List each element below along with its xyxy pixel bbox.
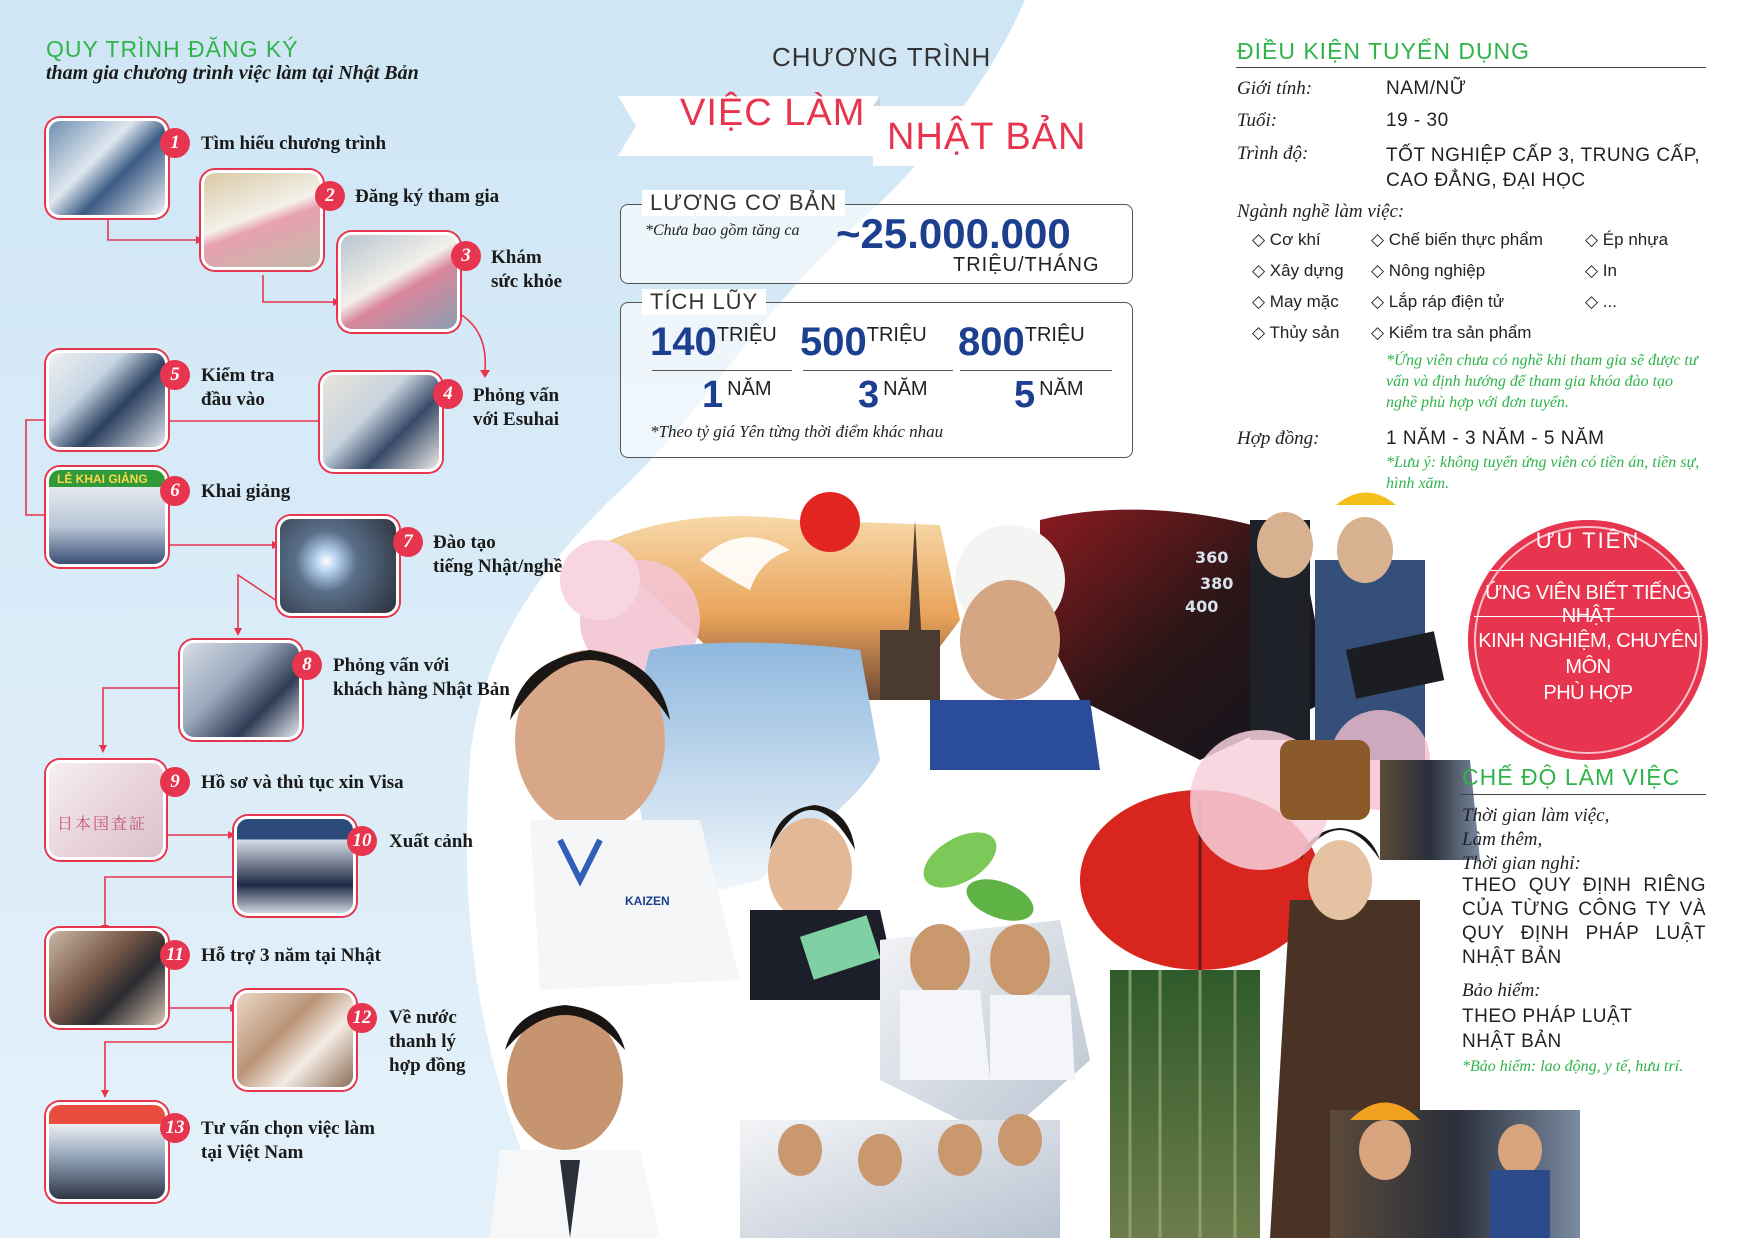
program-ribbon-text-2: NHẬT BẢN bbox=[887, 116, 1087, 158]
savings-years-2: 3 bbox=[858, 374, 880, 416]
step-3-photo bbox=[338, 232, 460, 332]
savings-divider-2 bbox=[803, 370, 953, 371]
program-heading: CHƯƠNG TRÌNH bbox=[772, 42, 992, 72]
job-label: Ép nhựa bbox=[1602, 230, 1669, 249]
savings-term-1 bbox=[702, 374, 772, 417]
savings-item-1 bbox=[650, 320, 798, 365]
savings-years-unit-3: NĂM bbox=[1039, 378, 1084, 400]
step-12-photo bbox=[234, 990, 356, 1090]
step-5-number: 5 bbox=[160, 360, 190, 390]
step-9-label: Hồ sơ và thủ tục xin Visa bbox=[201, 772, 404, 793]
step-13-label: Tư vấn chọn việc làm tại Việt Nam bbox=[201, 1118, 375, 1163]
step-11-number: 11 bbox=[160, 940, 190, 970]
salary-title: LƯƠNG CƠ BẢN bbox=[642, 190, 845, 216]
savings-years-unit-1: NĂM bbox=[727, 378, 772, 400]
step-11-photo bbox=[46, 928, 168, 1028]
step-9-photo bbox=[46, 760, 166, 860]
step-6-photo bbox=[46, 467, 168, 567]
savings-term-3 bbox=[1014, 374, 1084, 417]
savings-item-2 bbox=[800, 320, 927, 365]
job-item: ◇ ... bbox=[1585, 292, 1617, 311]
savings-divider-3 bbox=[960, 370, 1112, 371]
job-item: ◇ Chế biến thực phẩm bbox=[1371, 230, 1543, 249]
job-item: ◇ Lắp ráp điện tử bbox=[1371, 292, 1505, 311]
contract-label: Hợp đồng: bbox=[1237, 428, 1320, 449]
kaizen-logo: KAIZEN bbox=[625, 894, 670, 908]
priority-divider-bottom bbox=[1474, 616, 1702, 617]
step-11-label: Hỗ trợ 3 năm tại Nhật bbox=[201, 945, 381, 966]
work-time-labels: Thời gian làm việc, Làm thêm, Thời gian nghỉ: bbox=[1462, 805, 1610, 874]
speedo-tick-380: 380 bbox=[1200, 574, 1234, 593]
conditions-title-underline bbox=[1236, 67, 1706, 68]
step-10-number: 10 bbox=[347, 826, 377, 856]
speedo-tick-360: 360 bbox=[1195, 548, 1229, 567]
step-8-photo bbox=[180, 640, 302, 740]
speedo-tick-400: 400 bbox=[1185, 597, 1219, 616]
contract-value: 1 NĂM - 3 NĂM - 5 NĂM bbox=[1386, 428, 1605, 449]
photo-collage bbox=[470, 470, 1580, 1238]
salary-unit: TRIỆU/THÁNG bbox=[953, 254, 1100, 276]
job-item: ◇ Nông nghiệp bbox=[1371, 261, 1486, 280]
step-13-photo bbox=[46, 1102, 168, 1202]
program-ribbon-text-1: VIỆC LÀM bbox=[680, 92, 866, 134]
savings-unit-3: TRIỆU bbox=[1024, 324, 1085, 346]
priority-line-2: KINH NGHIỆM, CHUYÊN MÔN PHÙ HỢP bbox=[1478, 630, 1698, 704]
job-item: ◇ Kiểm tra sản phẩm bbox=[1371, 323, 1532, 342]
step-8-label: Phỏng vấn với khách hàng Nhật Bản bbox=[333, 655, 510, 700]
step-12-number: 12 bbox=[347, 1003, 377, 1033]
savings-years-3: 5 bbox=[1014, 374, 1036, 416]
process-subtitle: tham gia chương trình việc làm tại Nhật Bản bbox=[46, 62, 419, 84]
job-item: ◇ Xây dựng bbox=[1252, 261, 1344, 280]
step-9-stamp: 日本国査証 bbox=[57, 814, 148, 833]
process-title: QUY TRÌNH ĐĂNG KÝ bbox=[46, 36, 299, 62]
job-item: ◇ In bbox=[1585, 261, 1617, 280]
savings-amount-1: 140 bbox=[650, 320, 717, 364]
savings-divider-1 bbox=[652, 370, 792, 371]
step-6-number: 6 bbox=[160, 476, 190, 506]
job-label: In bbox=[1602, 261, 1617, 280]
gender-label: Giới tính: bbox=[1237, 78, 1313, 99]
step-4-photo bbox=[320, 372, 442, 472]
savings-unit-2: TRIỆU bbox=[866, 324, 927, 346]
job-item: ◇ Ép nhựa bbox=[1585, 230, 1669, 249]
step-2-photo bbox=[201, 170, 323, 270]
step-2-number: 2 bbox=[315, 181, 345, 211]
jobs-label: Ngành nghề làm việc: bbox=[1237, 201, 1405, 222]
step-7-number: 7 bbox=[393, 527, 423, 557]
savings-amount-2: 500 bbox=[800, 320, 867, 364]
step-2-label: Đăng ký tham gia bbox=[355, 186, 500, 207]
step-6-banner: LỄ KHAI GIẢNG bbox=[57, 472, 148, 486]
step-10-label: Xuất cảnh bbox=[389, 831, 473, 852]
step-6-label: Khai giảng bbox=[201, 481, 291, 502]
salary-note: *Chưa bao gồm tăng ca bbox=[645, 222, 800, 239]
age-label: Tuổi: bbox=[1237, 110, 1278, 131]
job-item: ◇ May mặc bbox=[1252, 292, 1339, 311]
step-7-label: Đào tạo tiếng Nhật/nghề bbox=[433, 532, 563, 577]
conditions-title: ĐIỀU KIỆN TUYỂN DỤNG bbox=[1237, 38, 1531, 64]
step-9-number: 9 bbox=[160, 767, 190, 797]
job-label: Cơ khí bbox=[1269, 230, 1321, 249]
step-13-number: 13 bbox=[160, 1113, 190, 1143]
education-value: TỐT NGHIỆP CẤP 3, TRUNG CẤP, CAO ĐẲNG, ĐẠI HỌC bbox=[1386, 145, 1701, 191]
job-label: ... bbox=[1602, 292, 1617, 311]
step-5-photo bbox=[46, 350, 168, 450]
job-label: Kiểm tra sản phẩm bbox=[1388, 323, 1532, 342]
insurance-value: THEO PHÁP LUẬT NHẬT BẢN bbox=[1462, 1006, 1633, 1052]
priority-divider-top bbox=[1474, 570, 1702, 571]
savings-title: TÍCH LŨY bbox=[642, 289, 766, 315]
savings-years-unit-2: NĂM bbox=[883, 378, 928, 400]
savings-years-1: 1 bbox=[702, 374, 724, 416]
work-regime-underline bbox=[1460, 794, 1706, 795]
education-label: Trình độ: bbox=[1237, 143, 1309, 164]
age-value: 19 - 30 bbox=[1386, 110, 1449, 131]
step-7-photo bbox=[277, 516, 399, 616]
step-12-label: Về nước thanh lý hợp đồng bbox=[389, 1007, 466, 1076]
job-label: May mặc bbox=[1269, 292, 1339, 311]
step-5-label: Kiểm tra đầu vào bbox=[201, 365, 275, 410]
savings-term-2 bbox=[858, 374, 928, 417]
step-8-number: 8 bbox=[292, 650, 322, 680]
savings-note: *Theo tỷ giá Yên từng thời điểm khác nhau bbox=[650, 422, 944, 441]
step-10-photo bbox=[234, 816, 356, 916]
step-4-label: Phỏng vấn với Esuhai bbox=[473, 385, 560, 430]
priority-line-1: ỨNG VIÊN BIẾT TIẾNG NHẬT bbox=[1485, 582, 1691, 627]
insurance-note: *Bảo hiểm: lao động, y tế, hưu trí. bbox=[1462, 1058, 1684, 1075]
step-3-number: 3 bbox=[451, 241, 481, 271]
jobs-note: *Ứng viên chưa có nghề khi tham gia sẽ được tư vấn và định hướng để tham gia khóa đào tạo nghề phù hợp với đơn tuyển. bbox=[1386, 352, 1698, 411]
job-item: ◇ Cơ khí bbox=[1252, 230, 1321, 249]
insurance-label: Bảo hiểm: bbox=[1462, 980, 1541, 1001]
work-rule: THEO QUY ĐỊNH RIÊNG CỦA TỪNG CÔNG TY VÀ QUY ĐỊNH PHÁP LUẬT NHẬT BẢN bbox=[1462, 875, 1706, 968]
step-1-label: Tìm hiểu chương trình bbox=[201, 133, 387, 154]
step-3-label: Khám sức khỏe bbox=[491, 247, 563, 292]
job-label: Chế biến thực phẩm bbox=[1388, 230, 1543, 249]
job-label: Xây dựng bbox=[1269, 261, 1344, 280]
job-label: Nông nghiệp bbox=[1388, 261, 1486, 280]
savings-item-3 bbox=[958, 320, 1085, 365]
savings-amount-3: 800 bbox=[958, 320, 1025, 364]
contract-note: *Lưu ý: không tuyển ứng viên có tiền án, tiền sự, hình xăm. bbox=[1386, 454, 1700, 492]
step-1-number: 1 bbox=[160, 128, 190, 158]
priority-title: ƯU TIÊN bbox=[1535, 528, 1641, 553]
step-4-number: 4 bbox=[433, 379, 463, 409]
job-label: Thủy sản bbox=[1269, 323, 1340, 342]
salary-amount: ~25.000.000 bbox=[836, 210, 1071, 257]
savings-unit-1: TRIỆU bbox=[716, 324, 777, 346]
work-regime-title: CHẾ ĐỘ LÀM VIỆC bbox=[1462, 764, 1681, 790]
job-label: Lắp ráp điện tử bbox=[1388, 292, 1505, 311]
job-item: ◇ Thủy sản bbox=[1252, 323, 1340, 342]
gender-value: NAM/NỮ bbox=[1386, 78, 1467, 99]
step-1-photo bbox=[46, 118, 168, 218]
